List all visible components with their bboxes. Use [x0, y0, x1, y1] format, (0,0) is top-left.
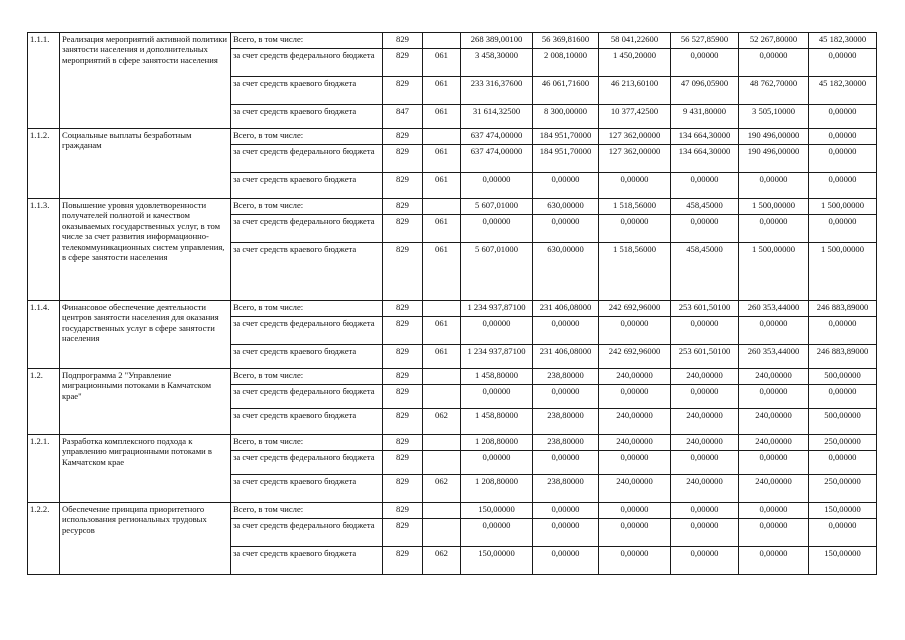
budget-table-body: [28, 33, 877, 575]
amount-cell: 246 883,89000: [809, 301, 877, 317]
amount-cell: 45 182,30000: [809, 77, 877, 105]
item-number: 1.1.4.: [28, 301, 60, 369]
amount-cell: 0,00000: [671, 385, 739, 409]
amount-cell: 0,00000: [461, 173, 533, 199]
code-ministry: 829: [383, 369, 423, 385]
amount-cell: 0,00000: [671, 547, 739, 575]
amount-cell: 238,80000: [533, 435, 599, 451]
amount-cell: 134 664,30000: [671, 129, 739, 145]
amount-cell: 0,00000: [599, 503, 671, 519]
table-row: [28, 33, 877, 49]
code-ministry: 829: [383, 519, 423, 547]
amount-cell: 10 377,42500: [599, 105, 671, 129]
code-ministry: 829: [383, 345, 423, 369]
amount-cell: 0,00000: [739, 215, 809, 243]
amount-cell: 240,00000: [599, 475, 671, 503]
amount-cell: 0,00000: [599, 385, 671, 409]
amount-cell: 250,00000: [809, 475, 877, 503]
amount-cell: 0,00000: [739, 519, 809, 547]
amount-cell: 127 362,00000: [599, 129, 671, 145]
amount-cell: 0,00000: [809, 145, 877, 173]
amount-cell: 240,00000: [671, 435, 739, 451]
amount-cell: 0,00000: [533, 317, 599, 345]
amount-cell: 0,00000: [599, 173, 671, 199]
amount-cell: 127 362,00000: [599, 145, 671, 173]
amount-cell: 1 458,80000: [461, 369, 533, 385]
amount-cell: 240,00000: [739, 475, 809, 503]
amount-cell: 240,00000: [599, 435, 671, 451]
code-section: [423, 519, 461, 547]
amount-cell: 260 353,44000: [739, 345, 809, 369]
code-section: 061: [423, 173, 461, 199]
amount-cell: 0,00000: [461, 385, 533, 409]
funding-source: за счет средств федерального бюджета: [231, 317, 383, 345]
amount-cell: 0,00000: [809, 49, 877, 77]
amount-cell: 240,00000: [739, 409, 809, 435]
amount-cell: 0,00000: [809, 385, 877, 409]
amount-cell: 500,00000: [809, 409, 877, 435]
code-section: [423, 199, 461, 215]
amount-cell: 253 601,50100: [671, 301, 739, 317]
code-section: 061: [423, 77, 461, 105]
funding-source: за счет средств краевого бюджета: [231, 173, 383, 199]
amount-cell: 240,00000: [739, 435, 809, 451]
amount-cell: 1 450,20000: [599, 49, 671, 77]
amount-cell: 0,00000: [739, 317, 809, 345]
amount-cell: 150,00000: [809, 503, 877, 519]
amount-cell: 0,00000: [809, 129, 877, 145]
amount-cell: 0,00000: [533, 215, 599, 243]
amount-cell: 0,00000: [671, 49, 739, 77]
amount-cell: 260 353,44000: [739, 301, 809, 317]
amount-cell: 5 607,01000: [461, 199, 533, 215]
code-ministry: 829: [383, 145, 423, 173]
amount-cell: 0,00000: [671, 519, 739, 547]
amount-cell: 0,00000: [533, 385, 599, 409]
amount-cell: 1 500,00000: [739, 199, 809, 215]
item-title: Реализация мероприятий активной политики занятости населения и дополнительных мероприятий в сфере занятости населения: [60, 33, 231, 129]
amount-cell: 0,00000: [671, 215, 739, 243]
amount-cell: 190 496,00000: [739, 145, 809, 173]
amount-cell: 56 369,81600: [533, 33, 599, 49]
amount-cell: 58 041,22600: [599, 33, 671, 49]
amount-cell: 246 883,89000: [809, 345, 877, 369]
funding-source: за счет средств федерального бюджета: [231, 215, 383, 243]
budget-table: [27, 32, 877, 575]
funding-source: за счет средств краевого бюджета: [231, 409, 383, 435]
amount-cell: 1 500,00000: [809, 243, 877, 301]
amount-cell: 184 951,70000: [533, 145, 599, 173]
amount-cell: 46 061,71600: [533, 77, 599, 105]
amount-cell: 0,00000: [533, 547, 599, 575]
code-ministry: 829: [383, 33, 423, 49]
code-ministry: 829: [383, 435, 423, 451]
amount-cell: 458,45000: [671, 243, 739, 301]
amount-cell: 0,00000: [739, 49, 809, 77]
code-ministry: 829: [383, 451, 423, 475]
amount-cell: 0,00000: [809, 519, 877, 547]
code-section: [423, 385, 461, 409]
amount-cell: 0,00000: [809, 451, 877, 475]
code-section: [423, 503, 461, 519]
amount-cell: 0,00000: [599, 547, 671, 575]
funding-source: за счет средств федерального бюджета: [231, 385, 383, 409]
amount-cell: 45 182,30000: [809, 33, 877, 49]
amount-cell: 0,00000: [739, 547, 809, 575]
code-ministry: 829: [383, 385, 423, 409]
item-number: 1.1.3.: [28, 199, 60, 301]
table-row: [28, 199, 877, 215]
amount-cell: 240,00000: [599, 369, 671, 385]
funding-source: Всего, в том числе:: [231, 503, 383, 519]
amount-cell: 0,00000: [739, 173, 809, 199]
amount-cell: 9 431,80000: [671, 105, 739, 129]
code-section: [423, 435, 461, 451]
code-section: 062: [423, 409, 461, 435]
code-ministry: 829: [383, 215, 423, 243]
funding-source: Всего, в том числе:: [231, 301, 383, 317]
code-section: 061: [423, 345, 461, 369]
amount-cell: 240,00000: [671, 409, 739, 435]
code-ministry: 829: [383, 49, 423, 77]
amount-cell: 0,00000: [809, 215, 877, 243]
code-section: [423, 369, 461, 385]
amount-cell: 0,00000: [739, 385, 809, 409]
amount-cell: 238,80000: [533, 409, 599, 435]
funding-source: Всего, в том числе:: [231, 369, 383, 385]
amount-cell: 242 692,96000: [599, 345, 671, 369]
funding-source: за счет средств федерального бюджета: [231, 519, 383, 547]
amount-cell: 630,00000: [533, 199, 599, 215]
amount-cell: 0,00000: [461, 451, 533, 475]
code-ministry: 829: [383, 301, 423, 317]
amount-cell: 240,00000: [739, 369, 809, 385]
amount-cell: 46 213,60100: [599, 77, 671, 105]
amount-cell: 238,80000: [533, 369, 599, 385]
amount-cell: 242 692,96000: [599, 301, 671, 317]
amount-cell: 500,00000: [809, 369, 877, 385]
amount-cell: 47 096,05900: [671, 77, 739, 105]
amount-cell: 0,00000: [671, 173, 739, 199]
amount-cell: 0,00000: [739, 503, 809, 519]
amount-cell: 0,00000: [599, 215, 671, 243]
amount-cell: 637 474,00000: [461, 145, 533, 173]
item-title: Обеспечение принципа приоритетного использования региональных трудовых ресурсов: [60, 503, 231, 575]
amount-cell: 233 316,37600: [461, 77, 533, 105]
item-title: Финансовое обеспечение деятельности центров занятости населения для оказания государственных услуг в сфере занятости населения: [60, 301, 231, 369]
table-row: [28, 435, 877, 451]
amount-cell: 5 607,01000: [461, 243, 533, 301]
amount-cell: 134 664,30000: [671, 145, 739, 173]
table-row: [28, 301, 877, 317]
funding-source: Всего, в том числе:: [231, 199, 383, 215]
amount-cell: 31 614,32500: [461, 105, 533, 129]
amount-cell: 231 406,08000: [533, 345, 599, 369]
code-ministry: 829: [383, 243, 423, 301]
amount-cell: 1 208,80000: [461, 435, 533, 451]
amount-cell: 0,00000: [461, 215, 533, 243]
amount-cell: 56 527,85900: [671, 33, 739, 49]
amount-cell: 2 008,10000: [533, 49, 599, 77]
item-title: Подпрограмма 2 "Управление миграционными потоками в Камчатском крае": [60, 369, 231, 435]
funding-source: за счет средств краевого бюджета: [231, 243, 383, 301]
funding-source: за счет средств краевого бюджета: [231, 547, 383, 575]
amount-cell: 48 762,70000: [739, 77, 809, 105]
amount-cell: 1 208,80000: [461, 475, 533, 503]
code-ministry: 829: [383, 199, 423, 215]
code-ministry: 829: [383, 317, 423, 345]
amount-cell: 0,00000: [533, 519, 599, 547]
item-number: 1.2.2.: [28, 503, 60, 575]
amount-cell: 1 500,00000: [739, 243, 809, 301]
code-section: [423, 129, 461, 145]
amount-cell: 190 496,00000: [739, 129, 809, 145]
amount-cell: 240,00000: [671, 369, 739, 385]
amount-cell: 150,00000: [809, 547, 877, 575]
code-section: 061: [423, 145, 461, 173]
code-section: 061: [423, 243, 461, 301]
amount-cell: 3 505,10000: [739, 105, 809, 129]
amount-cell: 253 601,50100: [671, 345, 739, 369]
code-ministry: 829: [383, 77, 423, 105]
funding-source: Всего, в том числе:: [231, 129, 383, 145]
amount-cell: 150,00000: [461, 503, 533, 519]
amount-cell: 1 500,00000: [809, 199, 877, 215]
amount-cell: 0,00000: [809, 173, 877, 199]
amount-cell: 0,00000: [671, 451, 739, 475]
item-number: 1.1.2.: [28, 129, 60, 199]
table-row: [28, 369, 877, 385]
item-number: 1.1.1.: [28, 33, 60, 129]
code-section: [423, 301, 461, 317]
amount-cell: 0,00000: [671, 317, 739, 345]
amount-cell: 52 267,80000: [739, 33, 809, 49]
code-ministry: 829: [383, 173, 423, 199]
table-row: [28, 503, 877, 519]
item-title: Разработка комплексного подхода к управлению миграционными потоками в Камчатском крае: [60, 435, 231, 503]
code-ministry: 829: [383, 129, 423, 145]
code-ministry: 847: [383, 105, 423, 129]
amount-cell: 1 518,56000: [599, 199, 671, 215]
amount-cell: 0,00000: [599, 519, 671, 547]
amount-cell: 1 518,56000: [599, 243, 671, 301]
amount-cell: 0,00000: [461, 519, 533, 547]
amount-cell: 1 458,80000: [461, 409, 533, 435]
code-section: 062: [423, 547, 461, 575]
amount-cell: 0,00000: [599, 451, 671, 475]
amount-cell: 240,00000: [599, 409, 671, 435]
code-section: [423, 33, 461, 49]
funding-source: за счет средств краевого бюджета: [231, 105, 383, 129]
item-title: Повышение уровня удовлетворенности получателей полнотой и качеством оказываемых государственных услуг, в том числе за счет развития информационно-телекоммуникационных систем управления, в сфере занятости населения: [60, 199, 231, 301]
amount-cell: 0,00000: [809, 105, 877, 129]
code-section: 062: [423, 475, 461, 503]
item-number: 1.2.1.: [28, 435, 60, 503]
amount-cell: 8 300,00000: [533, 105, 599, 129]
funding-source: за счет средств краевого бюджета: [231, 475, 383, 503]
code-ministry: 829: [383, 409, 423, 435]
amount-cell: 0,00000: [461, 317, 533, 345]
code-ministry: 829: [383, 503, 423, 519]
item-title: Социальные выплаты безработным гражданам: [60, 129, 231, 199]
code-ministry: 829: [383, 475, 423, 503]
code-section: 061: [423, 105, 461, 129]
amount-cell: 0,00000: [739, 451, 809, 475]
amount-cell: 150,00000: [461, 547, 533, 575]
amount-cell: 637 474,00000: [461, 129, 533, 145]
amount-cell: 0,00000: [599, 317, 671, 345]
amount-cell: 231 406,08000: [533, 301, 599, 317]
amount-cell: 0,00000: [533, 451, 599, 475]
funding-source: Всего, в том числе:: [231, 435, 383, 451]
amount-cell: 184 951,70000: [533, 129, 599, 145]
amount-cell: 1 234 937,87100: [461, 301, 533, 317]
amount-cell: 458,45000: [671, 199, 739, 215]
funding-source: Всего, в том числе:: [231, 33, 383, 49]
funding-source: за счет средств федерального бюджета: [231, 49, 383, 77]
code-section: 061: [423, 317, 461, 345]
funding-source: за счет средств федерального бюджета: [231, 145, 383, 173]
amount-cell: 0,00000: [533, 503, 599, 519]
table-row: [28, 129, 877, 145]
amount-cell: 0,00000: [533, 173, 599, 199]
funding-source: за счет средств федерального бюджета: [231, 451, 383, 475]
amount-cell: 630,00000: [533, 243, 599, 301]
funding-source: за счет средств краевого бюджета: [231, 77, 383, 105]
amount-cell: 1 234 937,87100: [461, 345, 533, 369]
code-section: 061: [423, 215, 461, 243]
amount-cell: 0,00000: [809, 317, 877, 345]
amount-cell: 238,80000: [533, 475, 599, 503]
code-section: 061: [423, 49, 461, 77]
item-number: 1.2.: [28, 369, 60, 435]
amount-cell: 0,00000: [671, 503, 739, 519]
amount-cell: 3 458,30000: [461, 49, 533, 77]
amount-cell: 240,00000: [671, 475, 739, 503]
amount-cell: 250,00000: [809, 435, 877, 451]
amount-cell: 268 389,00100: [461, 33, 533, 49]
funding-source: за счет средств краевого бюджета: [231, 345, 383, 369]
code-ministry: 829: [383, 547, 423, 575]
code-section: [423, 451, 461, 475]
